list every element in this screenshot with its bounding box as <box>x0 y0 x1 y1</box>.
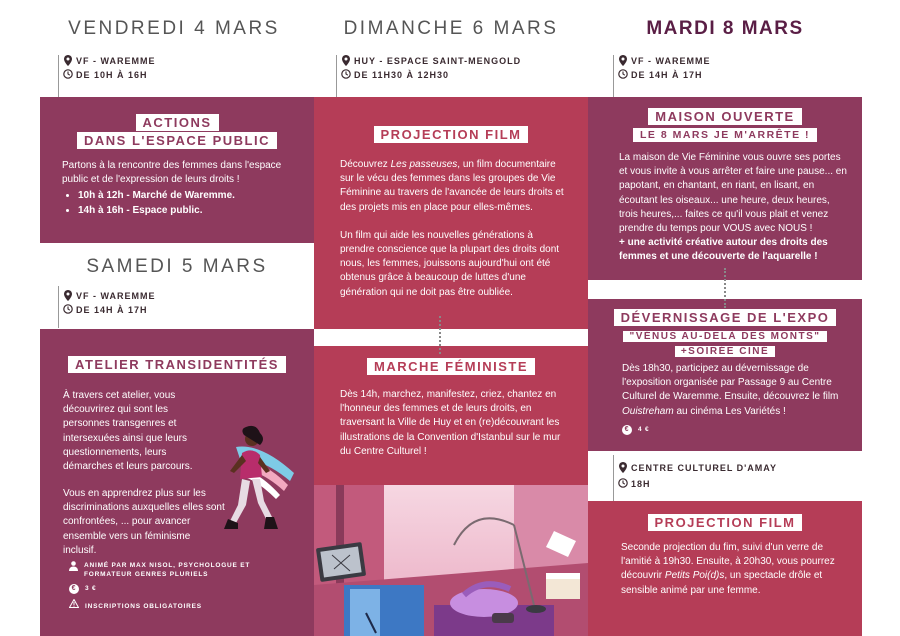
location-amay <box>617 461 777 491</box>
dotted-connector <box>439 316 441 354</box>
map-pin-icon <box>617 55 628 68</box>
walking-person-illustration <box>216 425 296 535</box>
location-text: CENTRE CULTUREL D'AMAY <box>631 463 777 473</box>
dotted-connector <box>724 268 726 308</box>
warning-icon <box>69 599 79 614</box>
panel-marche <box>314 346 588 485</box>
divider-line <box>336 55 337 97</box>
clock-icon <box>617 478 628 490</box>
atelier-price: € 3 € <box>69 582 294 596</box>
time-text: DE 11H30 À 12H30 <box>354 70 450 80</box>
actions-text: Partons à la rencontre des femmes dans l'espace public et de l'expression de leurs droits ! <box>62 160 282 186</box>
vernissage-subtitle: "VÉNUS AU-DELÀ DES MONTS" <box>623 331 826 342</box>
map-pin-icon <box>617 462 628 475</box>
atelier-animator: ANIMÉ PAR MAX NISOL, PSYCHOLOGUE ET FORMATEUR GENRES PLURIELS <box>69 561 294 579</box>
location-text: VF - WAREMME <box>76 56 156 66</box>
day-title-friday: VENDREDI 4 MARS <box>68 18 280 39</box>
maison-bold-text: + une activité créative autour des droits des femmes et une découverte de l'aquarelle ! <box>619 237 828 263</box>
actions-subtitle: DANS L'ESPACE PUBLIC <box>77 132 277 149</box>
location-tuesday <box>617 54 711 82</box>
time-text: DE 10H À 16H <box>76 70 148 80</box>
time-text: DE 14H À 17H <box>631 70 703 80</box>
person-icon <box>69 561 78 577</box>
marche-title: MARCHE FÉMINISTE <box>367 358 535 375</box>
location-friday <box>62 54 156 82</box>
vernissage-price: € 4 € <box>622 423 850 437</box>
list-item: • 10h à 12h - Marché de Waremme. <box>78 189 300 203</box>
map-pin-icon <box>340 55 351 68</box>
location-saturday <box>62 289 156 317</box>
time-text: 18H <box>631 479 651 489</box>
projection-title: PROJECTION FILM <box>374 126 529 143</box>
projection-paragraph-1: Découvrez Les passeuses, un film documentaire sur le vécu des femmes dans les groupes de Vie Féminine au travers de l'avancée de leurs droits et des projets mis en place pour elles-mêmes. <box>340 159 564 213</box>
clock-icon <box>340 69 351 81</box>
location-text: VF - WAREMME <box>631 56 711 66</box>
atelier-paragraph-2: Vous en apprendrez plus sur les discriminations auxquelles elles sont confrontées, ... pour avancer ensemble vers un féminisme inclusif. <box>63 488 225 556</box>
location-sunday <box>340 54 521 82</box>
maison-text: La maison de Vie Féminine vous ouvre ses portes et vous invite à vous arrêter et faire une pause... en papotant, en chantant, en riant, en lisant, en écoutant les oiseaux... une heure, deux heures, trois heures,... faites ce qu'il vous plait et venez prendre du temps pour VOUS avec NOUS ! <box>619 152 847 235</box>
projection-2-text: Seconde projection du fim, suivi d'un verre de l'amitié à 19h30. Ensuite, à 20h30, vous pourrez découvrir Petits Poi(d)s, un spectacle drôle et sensible animé par une femme. <box>621 542 835 596</box>
list-item: • 14h à 16h - Espace public. <box>78 204 300 218</box>
clock-icon <box>617 69 628 81</box>
day-title-saturday: SAMEDI 5 MARS <box>86 256 268 277</box>
vernissage-title: DÉVERNISSAGE DE L'EXPO <box>614 309 837 326</box>
vernissage-subtitle-2: +SOIRÉE CINÉ <box>675 346 775 357</box>
location-text: HUY - ESPACE SAINT-MENGOLD <box>354 56 522 66</box>
panel-atelier <box>40 329 314 636</box>
map-pin-icon <box>62 290 73 303</box>
time-text: DE 14H À 17H <box>76 305 148 315</box>
actions-list <box>62 189 300 217</box>
location-text: VF - WAREMME <box>76 291 156 301</box>
maison-title: MAISON OUVERTE <box>648 108 801 125</box>
euro-icon: € <box>69 584 79 594</box>
panel-vernissage <box>588 299 862 451</box>
panel-projection-1 <box>314 97 588 329</box>
panel-projection-2 <box>588 501 862 636</box>
day-title-tuesday: MARDI 8 MARS <box>646 18 804 39</box>
marche-text: Dès 14h, marchez, manifestez, criez, chantez en l'honneur des femmes et de leurs droits, en traversant la Ville de Huy et en (re)découvrant les illustrations de la Convention d'Istanbul sur le mur du Centre Culturel ! <box>340 389 561 457</box>
divider-line <box>613 455 614 501</box>
projection-title: PROJECTION FILM <box>648 514 803 531</box>
maison-subtitle: LE 8 MARS JE M'ARRÊTE ! <box>633 128 817 142</box>
panel-maison-ouverte <box>588 97 862 280</box>
euro-icon: € <box>622 425 632 435</box>
atelier-registration: INSCRIPTIONS OBLIGATOIRES <box>69 599 294 614</box>
panel-actions <box>40 97 314 243</box>
atelier-title: ATELIER TRANSIDENTITÉS <box>68 356 286 373</box>
divider-line <box>58 286 59 328</box>
household-objects-illustration <box>314 485 588 636</box>
vernissage-text: Dès 18h30, participez au dévernissage de l'exposition organisée par Passage 9 au Centre Culturel de Waremme. Ensuite, découvrez le film Ouistreham au cinéma Les Variétés ! <box>622 363 839 417</box>
clock-icon <box>62 304 73 316</box>
projection-paragraph-2: Un film qui aide les nouvelles générations à prendre conscience que la plupart des droits dont nous, les femmes, jouissons aujourd'hui ont été obtenus grâce à beaucoup de luttes d'une génération qui ne doit pas être oubliée. <box>340 229 560 298</box>
clock-icon <box>62 69 73 81</box>
atelier-paragraph-1: À travers cet atelier, vous découvrirez qui sont les personnes transgenres et intersexuées ainsi que leurs questionnements, leurs démarches et leurs parcours. <box>63 390 193 473</box>
divider-line <box>613 55 614 97</box>
day-title-sunday: DIMANCHE 6 MARS <box>343 18 559 39</box>
divider-line <box>58 55 59 97</box>
actions-title: ACTIONS <box>136 114 219 131</box>
map-pin-icon <box>62 55 73 68</box>
